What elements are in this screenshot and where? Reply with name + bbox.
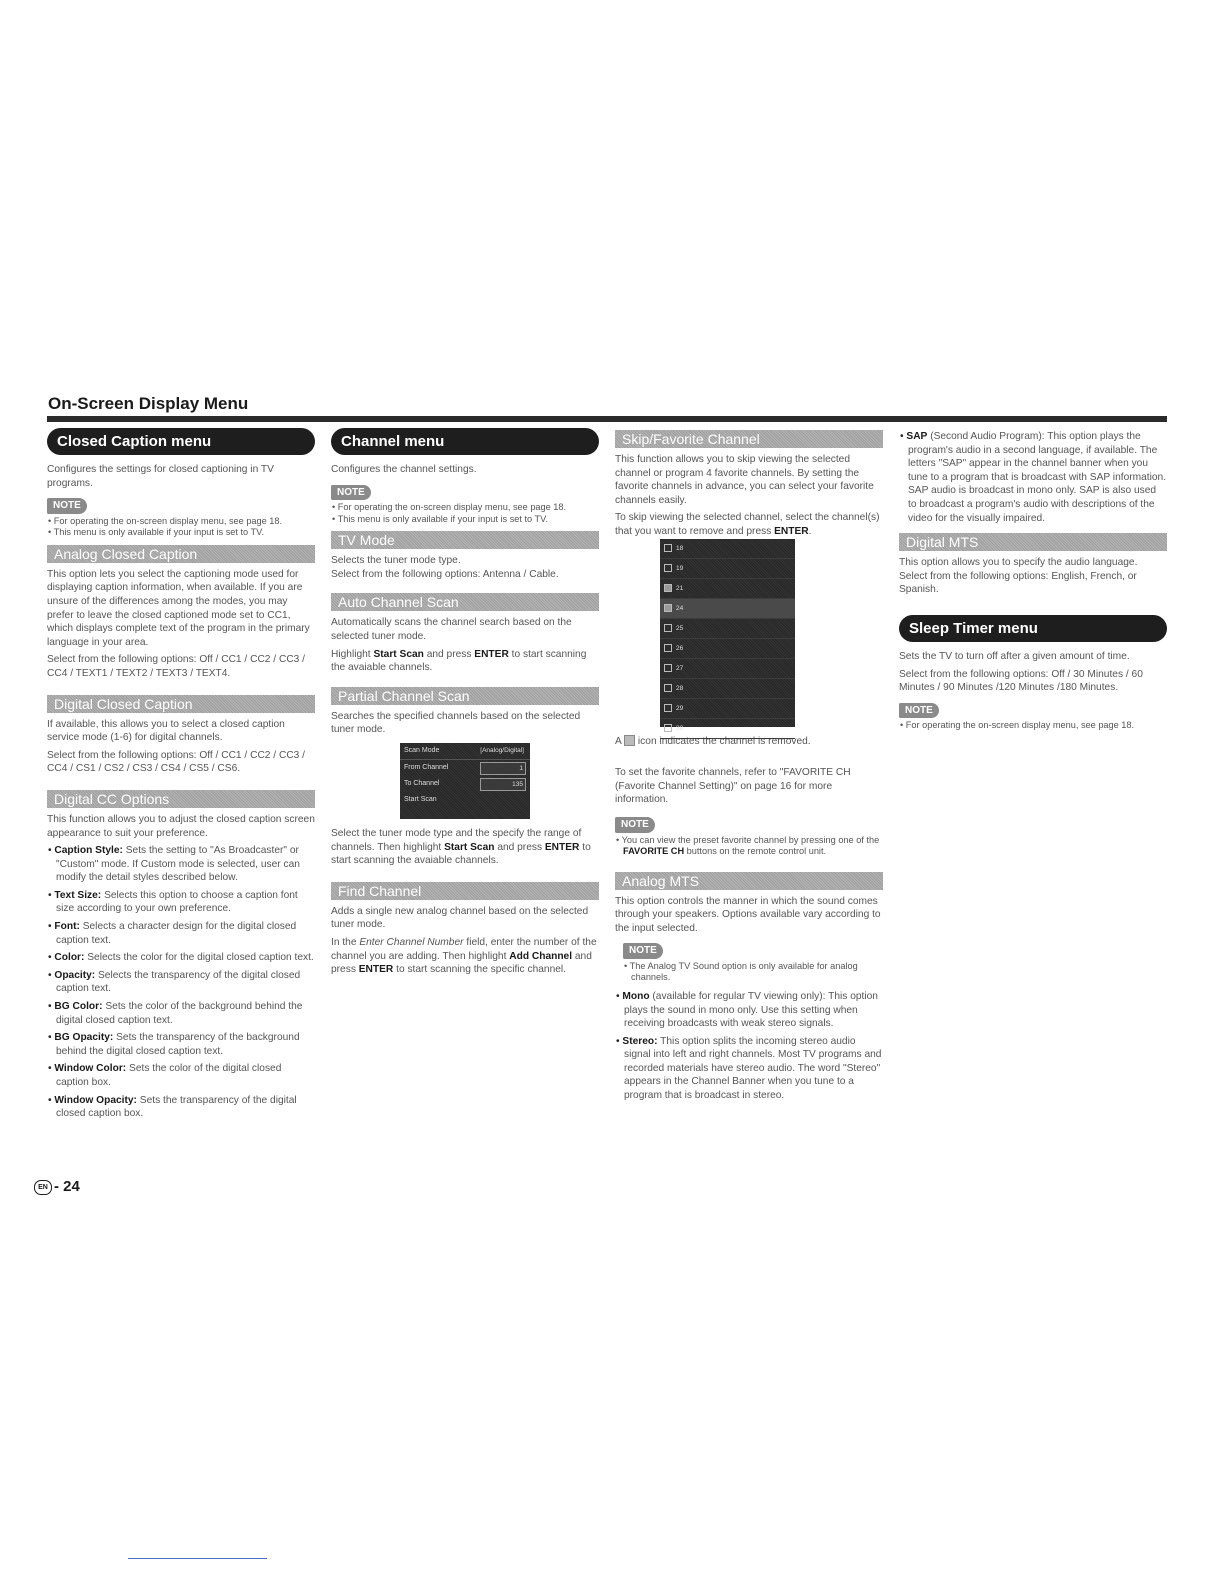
partial-channel-scan-heading: Partial Channel Scan xyxy=(331,687,599,705)
start-scan-row: Start Scan xyxy=(404,795,437,803)
channel-row: 18 xyxy=(660,539,795,559)
channel-row: 19 xyxy=(660,559,795,579)
partial-scan-screen xyxy=(400,743,530,819)
skip-favorite-channel-heading: Skip/Favorite Channel xyxy=(615,430,883,448)
to-channel-row: To Channel 135 xyxy=(400,776,530,792)
list-item: • Window Opacity: Sets the transparency of the digital closed caption box. xyxy=(47,1094,315,1121)
list-item: • Caption Style: Sets the setting to "As Broadcaster" or "Custom" mode. If Custom mode is selected, user can modify the detail styles described below. xyxy=(47,844,315,885)
note-badge: NOTE xyxy=(899,703,939,719)
favorite-reference: To set the favorite channels, refer to "FAVORITE CH (Favorite Channel Setting)" on page 16 for more information. xyxy=(615,767,851,806)
tv-mode-description: Selects the tuner mode type. xyxy=(331,555,461,567)
analog-cc-description: This option lets you select the captioning mode used for displaying caption information, when available. If you are unsure of the differences among the modes, you may prefer to leave the closed captioned mode set to CC1, which displays complete text of the program in the primary language in your area. xyxy=(47,568,310,648)
digital-cc-options: Select from the following options: Off / CC1 / CC2 / CC3 / CC4 / CS1 / CS2 / CS3 / CS4 / CS5 / CS6. xyxy=(47,749,306,775)
column-skip-favorite xyxy=(615,428,883,1107)
note-list xyxy=(899,720,1167,732)
scan-mode-row: Scan Mode [Analog/Digital] xyxy=(400,743,530,760)
en-language-icon: EN xyxy=(34,1180,52,1195)
analog-cc-options: Select from the following options: Off / CC1 / CC2 / CC3 / CC4 / TEXT1 / TEXT2 / TEXT3 / TEXT4. xyxy=(47,654,306,679)
list-item: • BG Color: Sets the color of the background behind the digital closed caption text. xyxy=(47,1000,315,1027)
note-list xyxy=(47,516,315,539)
skip-instructions: To skip viewing the selected channel, select the channel(s) that you want to remove and press ENTER. xyxy=(615,512,880,537)
digital-mts-description: This option allows you to specify the audio language. Select from the following options: English, French, or Spanish. xyxy=(899,557,1138,596)
find-channel-instructions: In the Enter Channel Number field, enter the number of the channel you are adding. Then highlight Add Channel and press ENTER to start scanning the specific channel. xyxy=(331,936,597,976)
note-badge: NOTE xyxy=(623,943,663,959)
note-badge: NOTE xyxy=(615,817,655,833)
list-item: • Text Size: Selects this option to choose a caption font size according to your own preference. xyxy=(47,889,315,916)
page-title: On-Screen Display Menu xyxy=(48,394,249,413)
footer-rule xyxy=(128,1558,267,1559)
sleep-description: Sets the TV to turn off after a given amount of time. xyxy=(899,650,1130,662)
digital-closed-caption-heading: Digital Closed Caption xyxy=(47,695,315,713)
note-badge: NOTE xyxy=(331,485,371,501)
note-item: • For operating the on-screen display menu, see page 18. xyxy=(47,516,315,528)
list-item: • Opacity: Selects the transparency of the digital closed caption text. xyxy=(47,969,315,996)
auto-channel-scan-heading: Auto Channel Scan xyxy=(331,593,599,611)
channel-row: 26 xyxy=(660,639,795,659)
list-item: • SAP (Second Audio Program): This option plays the program's audio in a second language, if available. The letters "SAP" appear in the channel banner when you tune to a program that is broadcast with SAP information. SAP audio is broadcast in mono only. SAP is also used to broadcast a program's audio with descriptions of the video for the visually impaired. xyxy=(899,430,1167,525)
channel-row: 29 xyxy=(660,699,795,719)
note-item: • For operating the on-screen display menu, see page 18. xyxy=(899,720,1167,732)
analog-mts-description: This option controls the manner in which the sound comes through your speakers. Options available vary according to the input selected. xyxy=(615,895,881,934)
digital-cc-options-heading: Digital CC Options xyxy=(47,790,315,808)
note-item: • This menu is only available if your input is set to TV. xyxy=(331,514,599,526)
partial-scan-instructions: Select the tuner mode type and the specify the range of channels. Then highlight Start Scan and press ENTER to start scanning the avaiable channels. xyxy=(331,827,591,867)
digital-cc-description: If available, this allows you to select a closed caption service mode (1-6) for digital channels. xyxy=(47,718,285,744)
skip-icon xyxy=(624,735,635,746)
channel-row: 27 xyxy=(660,659,795,679)
sap-list xyxy=(899,430,1167,525)
column-channel xyxy=(331,428,599,981)
list-item: • Color: Selects the color for the digital closed caption text. xyxy=(47,951,315,965)
note-list xyxy=(615,835,883,858)
list-item: • BG Opacity: Sets the transparency of the background behind the digital closed caption text. xyxy=(47,1031,315,1058)
auto-scan-description: Automatically scans the channel search based on the selected tuner mode. xyxy=(331,617,572,642)
list-item: • Stereo: This option splits the incoming stereo audio signal into left and right channels. Most TV programs and recorded materials have stereo audio. The word "Stereo" appears in the Channel Banner when you tune to a program that is broadcast in stereo. xyxy=(615,1035,883,1103)
note-item: • This menu is only available if your input is set to TV. xyxy=(47,527,315,539)
note-item: • You can view the preset favorite channel by pressing one of the FAVORITE CH buttons on the remote control unit. xyxy=(615,835,883,858)
list-item: • Window Color: Sets the color of the digital closed caption box. xyxy=(47,1062,315,1089)
from-channel-row: From Channel 1 xyxy=(400,760,530,776)
cc-options-list xyxy=(47,844,315,1121)
channel-menu-header: Channel menu xyxy=(331,428,599,455)
find-channel-heading: Find Channel xyxy=(331,882,599,900)
sleep-options: Select from the following options: Off / 30 Minutes / 60 Minutes / 90 Minutes /120 Minutes /180 Minutes. xyxy=(899,668,1143,694)
title-rule xyxy=(47,416,1167,422)
channel-row: 25 xyxy=(660,619,795,639)
note-list xyxy=(331,502,599,525)
page-number: EN - 24 xyxy=(34,1178,80,1195)
channel-row: 24 xyxy=(660,599,795,619)
channel-row: 28 xyxy=(660,679,795,699)
partial-scan-description: Searches the specified channels based on the selected tuner mode. xyxy=(331,710,581,736)
digital-mts-heading: Digital MTS xyxy=(899,533,1167,551)
analog-mts-note xyxy=(615,939,883,984)
tv-mode-heading: TV Mode xyxy=(331,531,599,549)
note-badge: NOTE xyxy=(47,498,87,514)
skip-description: This function allows you to skip viewing the selected channel or program 4 favorite channels. By setting the favorite channels in advance, you can select your favorite channels easily. xyxy=(615,454,874,506)
column-sleep-timer xyxy=(899,428,1167,736)
channel-intro: Configures the channel settings. xyxy=(331,464,477,475)
skip-icon-note: A icon indicates the channel is removed. xyxy=(615,735,811,747)
column-closed-caption xyxy=(47,428,315,1125)
note-list xyxy=(623,961,883,984)
analog-mts-heading: Analog MTS xyxy=(615,872,883,890)
channel-list-screen xyxy=(660,539,795,732)
list-item: • Font: Selects a character design for the digital closed caption text. xyxy=(47,920,315,947)
analog-closed-caption-heading: Analog Closed Caption xyxy=(47,545,315,563)
analog-mts-list xyxy=(615,990,883,1103)
cc-options-description: This function allows you to adjust the closed caption screen appearance to suit your preference. xyxy=(47,813,315,839)
channel-row: 21 xyxy=(660,579,795,599)
find-channel-description: Adds a single new analog channel based on the selected tuner mode. xyxy=(331,905,589,931)
closed-caption-intro: Configures the settings for closed captioning in TV programs. xyxy=(47,464,274,489)
note-item: • For operating the on-screen display menu, see page 18. xyxy=(331,502,599,514)
note-item: • The Analog TV Sound option is only available for analog channels. xyxy=(623,961,883,984)
sleep-timer-menu-header: Sleep Timer menu xyxy=(899,615,1167,642)
closed-caption-menu-header: Closed Caption menu xyxy=(47,428,315,455)
auto-scan-instructions: Highlight Start Scan and press ENTER to start scanning the avaiable channels. xyxy=(331,648,587,674)
tv-mode-options: Select from the following options: Antenna / Cable. xyxy=(331,568,559,580)
channel-row: 30 xyxy=(660,719,795,739)
list-item: • Mono (available for regular TV viewing only): This option plays the sound in mono only. Use this setting when receiving broadcasts with weak stereo signals. xyxy=(615,990,883,1031)
